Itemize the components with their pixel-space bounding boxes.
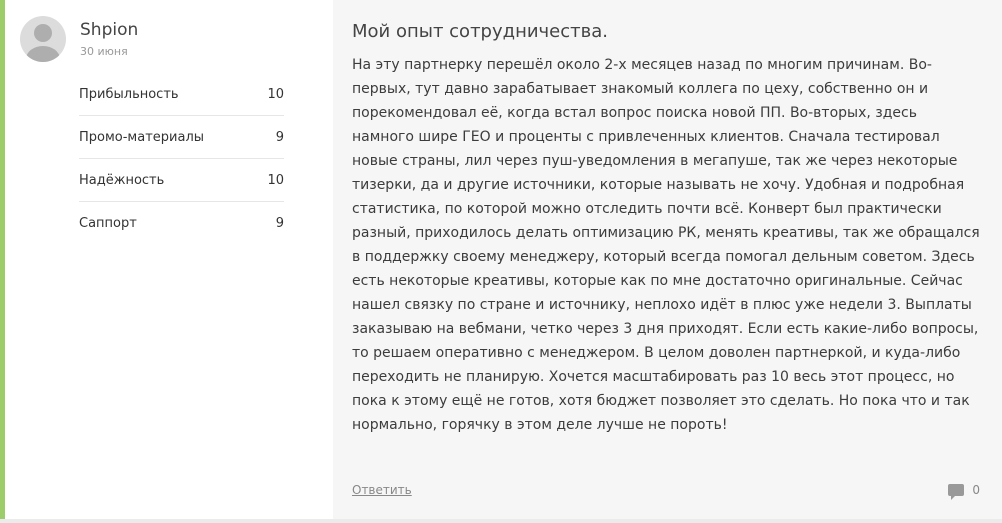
avatar bbox=[20, 16, 66, 62]
rating-value: 10 bbox=[267, 86, 284, 102]
rating-value: 9 bbox=[275, 129, 284, 145]
rating-label: Прибыльность bbox=[79, 86, 179, 102]
rating-row-profitability bbox=[79, 73, 284, 116]
rating-label: Надёжность bbox=[79, 172, 165, 188]
rating-row-reliability bbox=[79, 159, 284, 202]
review-content bbox=[333, 0, 1002, 519]
review-text: На эту партнерку перешёл около 2-х месяцев назад по многим причинам. Во-первых, тут давно зарабатывает знакомый коллега по цеху, собственно он и порекомендовал её, когда встал вопрос поиска новой ПП. Во-вторых, здесь намного шире ГЕО и проценты с привлеченных клиентов. Сначала тестировал новые страны, лил через пуш-уведомления в мегапуше, так же через некоторые тизерки, да и другие источники, которые называть не хочу. Удобная и подробная статистика, по которой можно отследить почти всё. Конверт был практически разный, приходилось делать оптимизацию РК, менять креативы, так же обращался в поддержку своему менеджеру, который всегда помогал дельным советом. Здесь есть некоторые креативы, которые как по мне достаточно оригинальные. Сейчас нашел связку по стране и источнику, неплохо идёт в плюс уже недели 3. Выплаты заказываю на вебмани, четко через 3 дня приходят. Если есть какие-либо вопросы, то решаем оперативно с менеджером. В целом доволен партнеркой, и куда-либо переходить не планирую. Хочется масштабировать раз 10 весь этот процесс, но пока к этому ещё не готов, хотя бюджет позволяет это сделать. Но пока что и так нормально, горячку в этом деле лучше не пороть! bbox=[352, 57, 980, 433]
rating-row-support bbox=[79, 202, 284, 245]
author-name: Shpion bbox=[80, 20, 139, 40]
rating-row-promo bbox=[79, 116, 284, 159]
reply-link[interactable]: Ответить bbox=[352, 483, 412, 497]
rating-label: Саппорт bbox=[79, 216, 137, 231]
comment-count-value: 0 bbox=[972, 483, 980, 497]
comment-icon bbox=[948, 484, 964, 496]
rating-value: 9 bbox=[275, 216, 284, 231]
avatar-body-icon bbox=[26, 46, 60, 62]
avatar-head-icon bbox=[34, 24, 52, 42]
author-block bbox=[20, 16, 138, 62]
author-info bbox=[80, 20, 138, 58]
rating-label: Промо-материалы bbox=[79, 129, 205, 145]
review-title: Мой опыт сотрудничества. bbox=[352, 21, 608, 42]
review-date: 30 июня bbox=[80, 45, 128, 58]
comment-counter[interactable] bbox=[948, 483, 980, 497]
review-footer bbox=[352, 483, 980, 497]
review-sidebar bbox=[5, 0, 333, 519]
rating-value: 10 bbox=[267, 172, 284, 188]
ratings-list bbox=[79, 73, 284, 245]
